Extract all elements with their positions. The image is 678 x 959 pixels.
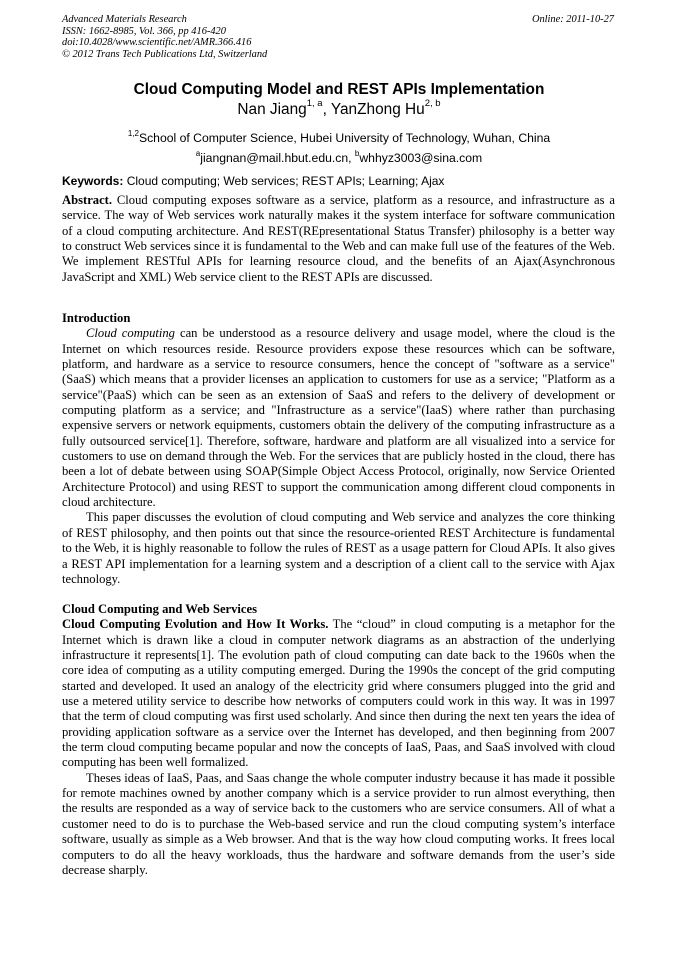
- keywords-text: Cloud computing; Web services; REST APIs; Learning; Ajax: [123, 174, 445, 188]
- abstract-paragraph: [62, 193, 615, 285]
- email-separator: ,: [348, 151, 355, 165]
- affiliation-marker: 1,2: [127, 129, 139, 138]
- paragraph-text: can be understood as a resource delivery and usage model, where the cloud is the Internet on which resources reside. Resource providers expose these resources which can be software, platform, and hardware as a service to resource consumers, hence the concept of "software as a service" (SaaS) which means that a provider licenses an application to customers for use as a service; "Platform as a service"(PaaS) which can be seen as an extension of SaaS and refers to the delivery of development or computing platform as a service; and "Infrastructure as a service"(IaaS) where rather than purchasing expensive servers or network equipments, customers obtain the delivery of the computing infrastructure as a fully outsourced service[1]. Therefore, software, hardware and platform are all visualized into a service for customers to use on demand through the Web. For the services that are publicly hosted in the cloud, there has been a lot of debate between using SOAP(Simple Object Access Protocol, originally, now Service Oriented Architecture Protocol) and using REST to support the communication among different cloud components in cloud architecture.: [62, 326, 615, 510]
- issn-line: ISSN: 1662-8985, Vol. 366, pp 416-420: [62, 25, 226, 37]
- journal-header: [62, 14, 267, 60]
- paper-title: Cloud Computing Model and REST APIs Implementation: [133, 81, 545, 98]
- author-name: YanZhong Hu: [330, 101, 425, 118]
- section-cloud-computing-web-services: [62, 602, 615, 878]
- author-name: Nan Jiang: [237, 101, 307, 118]
- affiliation: [0, 131, 678, 145]
- author-affiliation-marker: 2, b: [424, 98, 441, 109]
- author-affiliation-marker: 1, a: [306, 98, 323, 109]
- paragraph: This paper discusses the evolution of cloud computing and Web service and analyzes the core thinking of REST philosophy, and then points out that since the resource-oriented REST Architecture is fundamental to the Web, it is highly reasonable to follow the rules of REST as a usage pattern for Cloud APIs. It also gives a REST API implementation for a learning system and a description of a client call to the service with Ajax technology.: [62, 510, 615, 586]
- online-date: Online: 2011-10-27: [531, 14, 614, 25]
- author-list: [0, 98, 678, 119]
- subsection-heading: Cloud Computing Evolution and How It Works.: [62, 617, 329, 632]
- paragraph: [62, 617, 615, 770]
- email-marker: a: [195, 149, 201, 158]
- email-address[interactable]: whhyz3003@sina.com: [359, 151, 483, 165]
- email-list: [0, 151, 678, 165]
- paragraph: [62, 326, 615, 510]
- email-address[interactable]: jiangnan@mail.hbut.edu.cn: [200, 151, 349, 165]
- keywords: [62, 174, 444, 188]
- journal-name: Advanced Materials Research: [62, 14, 187, 25]
- abstract: [62, 193, 615, 285]
- paragraph-text: The “cloud” in cloud computing is a metaphor for the Internet which is drawn like a cloud in computer network diagrams as an abstraction of the underlying infrastructure it represents[1]. The evolution path of cloud computing can date back to the 1960s when the core idea of computing as a utility computing emerged. During the 1990s the concept of the grid computing started and developed. It used an analogy of the electricity grid where consumers plugged into the grid and use a metered utility service to describe how networks of computers could work in this way. It was in 1997 that the term of cloud computing was first used scholarly. And since then during the next ten years the idea of providing application software as a service over the Internet has developed, and then beginning from 2007 the term cloud computing became popular and now the concepts of IaaS, Paas, and SaaS involved with cloud computing has been well formalized.: [62, 617, 615, 770]
- emphasis-text: Cloud computing: [86, 326, 175, 341]
- section-heading: Cloud Computing and Web Services: [62, 602, 258, 616]
- copyright-line: © 2012 Trans Tech Publications Ltd, Switzerland: [62, 48, 268, 60]
- section-heading: Introduction: [62, 311, 131, 325]
- abstract-label: Abstract.: [62, 193, 113, 207]
- affiliation-text: School of Computer Science, Hubei University of Technology, Wuhan, China: [138, 131, 551, 145]
- paragraph: Theses ideas of IaaS, Paas, and Saas change the whole computer industry because it has made it possible for remote machines owned by another company which is a service provider to run almost everything, then the results are responded as a way of service back to the customers who are service consumers. All of what a customer need to do is to purchase the Web-based service and run the cloud computing system’s interface software, usually as simple as a Web browser. And that is the way how cloud computing works. It frees local computers to do all the heavy workloads, thus the hardware and software demands from the user’s side decrease sharply.: [62, 770, 615, 877]
- author-separator: ,: [322, 101, 331, 118]
- abstract-text: Cloud computing exposes software as a service, platform as a resource, and infrastructure as a service. The way of Web services work naturally makes it the system interface for software communication of a cloud computing architecture. And REST(REpresentational Status Transfer) philosophy is a better way to construct Web services since it is fundamental to the Web and can make full use of the features of the Web. We implement RESTful APIs for learning resource cloud, and the benefits of an Ajax(Asynchronous JavaScript and XML) Web service client to the REST APIs are discussed.: [62, 193, 615, 284]
- keywords-label: Keywords:: [62, 174, 124, 188]
- email-marker: b: [354, 149, 360, 158]
- doi-line: doi:10.4028/www.scientific.net/AMR.366.416: [62, 37, 252, 49]
- section-introduction: [62, 311, 615, 587]
